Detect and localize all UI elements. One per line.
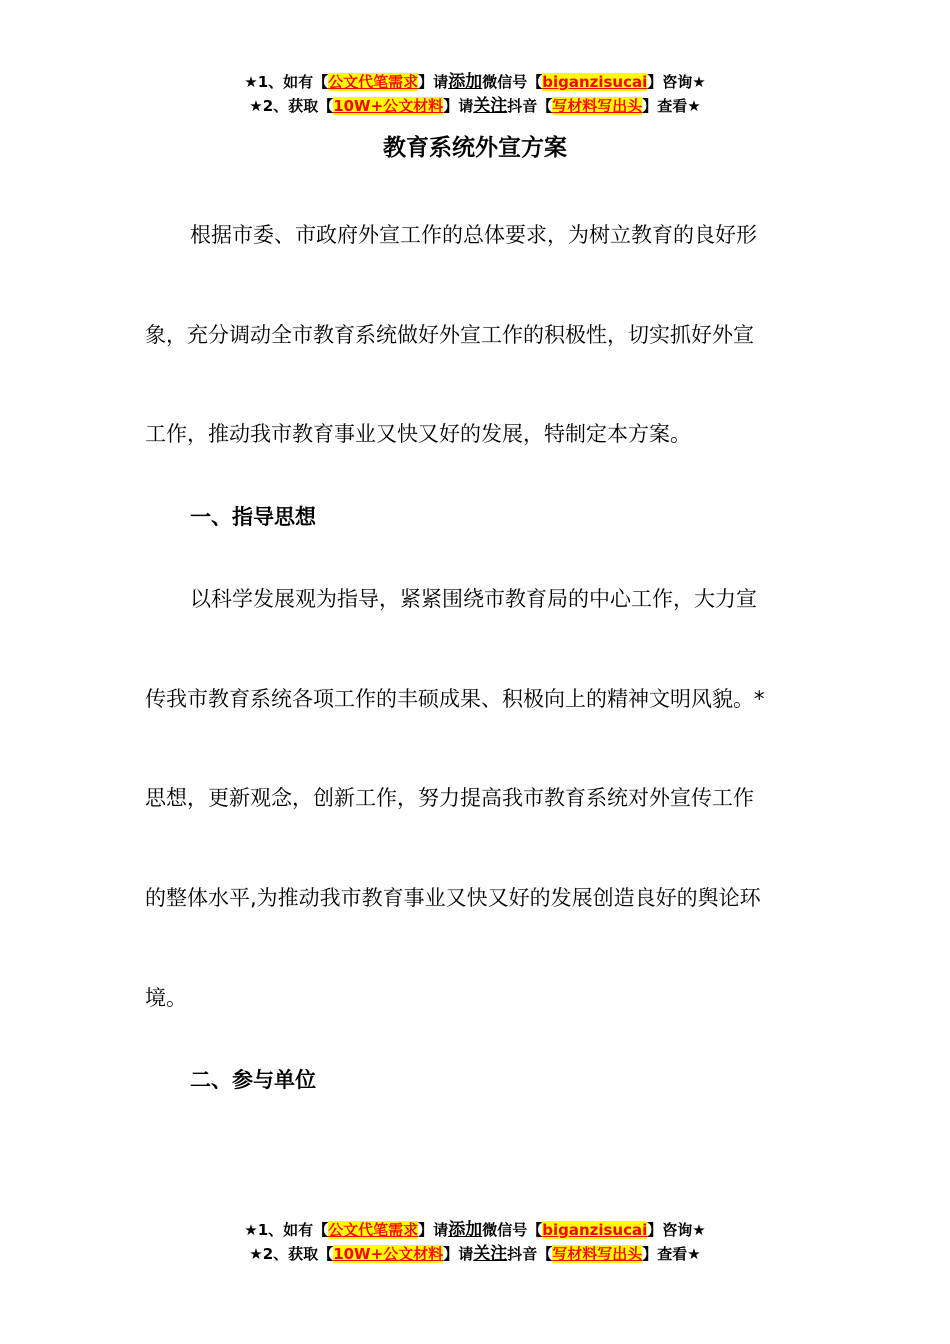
banner-text: 】请	[418, 73, 449, 91]
highlight-wechat-id: biganzisucai	[542, 73, 648, 91]
highlight-douyin-id: 写材料写出头	[552, 97, 643, 115]
document-title: 教育系统外宣方案	[383, 135, 567, 161]
banner-emphasis: 关注	[473, 96, 508, 116]
highlight-wechat-id: biganzisucai	[542, 1221, 648, 1239]
paragraph-line: 传我市教育系统各项工作的丰硕成果、积极向上的精神文明风貌。*	[145, 687, 765, 711]
banner-text: 】请	[418, 1221, 449, 1239]
highlight-service: 公文代笔需求	[328, 1221, 419, 1239]
paragraph-line: 的整体水平,为推动我市教育事业又快又好的发展创造良好的舆论环	[145, 886, 761, 910]
banner-text: 】咨询★	[647, 1221, 706, 1239]
banner-text: 微信号【	[482, 73, 543, 91]
section-heading-guiding-ideology: 一、指导思想	[190, 505, 316, 529]
banner-text: ★2、获取【	[249, 1245, 334, 1263]
top-banner	[0, 70, 950, 118]
highlight-materials: 10W+公文材料	[333, 97, 444, 115]
banner-emphasis: 添加	[448, 1220, 483, 1240]
paragraph-line: 工作，推动我市教育事业又快又好的发展，特制定本方案。	[145, 422, 691, 446]
paragraph-line: 境。	[145, 986, 187, 1010]
bottom-banner	[0, 1218, 950, 1266]
banner-line-1	[0, 70, 950, 94]
banner-text: 】请	[443, 97, 474, 115]
banner-emphasis: 关注	[473, 1244, 508, 1264]
banner-text: 微信号【	[482, 1221, 543, 1239]
paragraph-line: 象，充分调动全市教育系统做好外宣工作的积极性，切实抓好外宣	[145, 323, 754, 347]
banner-text: 抖音【	[507, 97, 553, 115]
banner-text: ★1、如有【	[244, 1221, 329, 1239]
paragraph-line: 思想，更新观念，创新工作，努力提高我市教育系统对外宣传工作	[145, 786, 754, 810]
banner-line-2	[0, 94, 950, 118]
banner-text: 】查看★	[642, 1245, 701, 1263]
banner-emphasis: 添加	[448, 72, 483, 92]
banner-line-1	[0, 1218, 950, 1242]
section-heading-participants: 二、参与单位	[190, 1068, 316, 1092]
highlight-materials: 10W+公文材料	[333, 1245, 444, 1263]
banner-text: ★2、获取【	[249, 97, 334, 115]
highlight-douyin-id: 写材料写出头	[552, 1245, 643, 1263]
banner-text: 抖音【	[507, 1245, 553, 1263]
banner-line-2	[0, 1242, 950, 1266]
highlight-service: 公文代笔需求	[328, 73, 419, 91]
paragraph-line: 根据市委、市政府外宣工作的总体要求，为树立教育的良好形	[190, 223, 757, 247]
paragraph-line: 以科学发展观为指导，紧紧围绕市教育局的中心工作，大力宣	[190, 587, 757, 611]
banner-text: 】请	[443, 1245, 474, 1263]
banner-text: 】查看★	[642, 97, 701, 115]
banner-text: 】咨询★	[647, 73, 706, 91]
banner-text: ★1、如有【	[244, 73, 329, 91]
